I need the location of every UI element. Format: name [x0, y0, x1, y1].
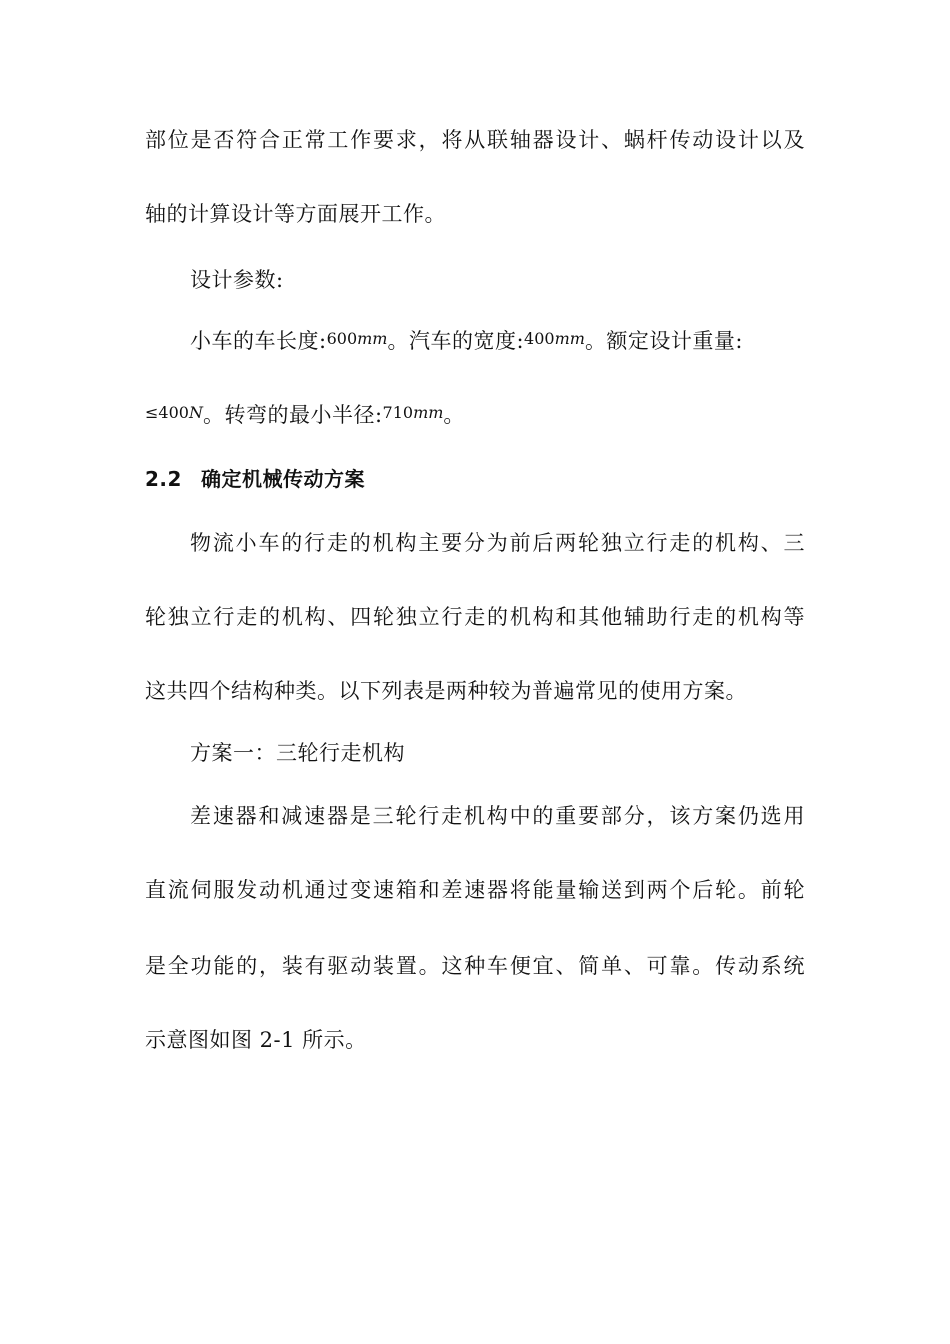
section-number: 2.2	[145, 467, 182, 491]
section-heading	[145, 464, 365, 494]
text: 。	[443, 403, 465, 427]
text: 设计参数:	[190, 268, 284, 292]
body-text-line	[145, 1025, 367, 1055]
body-text-line	[145, 602, 805, 632]
text: 轮独立行走的机构、四轮独立行走的机构和其他辅助行走的机构等	[145, 605, 805, 629]
text: 方案一：三轮行走机构	[190, 741, 405, 765]
text: 小车的车长度:	[190, 329, 327, 353]
text: 。汽车的宽度:	[387, 329, 525, 353]
section-title: 确定机械传动方案	[201, 467, 365, 491]
body-text-line	[190, 265, 284, 295]
text: 轴的计算设计等方面展开工作。	[145, 202, 446, 226]
text: 。额定设计重量:	[584, 329, 744, 353]
body-text-line	[145, 676, 747, 706]
text: 差速器和减速器是三轮行走机构中的重要部分，该方案仍选用	[190, 804, 805, 828]
text: 示意图如图 2-1 所示。	[145, 1028, 367, 1052]
body-text-line	[145, 199, 446, 229]
text: 这共四个结构种类。以下列表是两种较为普遍常见的使用方案。	[145, 679, 747, 703]
params-line	[145, 400, 465, 432]
text: 物流小车的行走的机构主要分为前后两轮独立行走的机构、三	[190, 531, 805, 555]
text: 。转弯的最小半径:	[202, 403, 383, 427]
math-value: ≤400N	[145, 403, 203, 422]
math-value: 710mm	[382, 403, 444, 422]
math-value: 600mm	[326, 329, 388, 348]
body-text-line	[190, 738, 405, 768]
body-text-line	[145, 875, 805, 905]
body-text-line	[145, 125, 805, 155]
text: 是全功能的，装有驱动装置。这种车便宜、简单、可靠。传动系统	[145, 954, 805, 978]
params-line	[190, 326, 743, 358]
body-text-line	[190, 528, 805, 558]
text: 部位是否符合正常工作要求，将从联轴器设计、蜗杆传动设计以及	[145, 128, 805, 152]
body-text-line	[190, 801, 805, 831]
text: 直流伺服发动机通过变速箱和差速器将能量输送到两个后轮。前轮	[145, 878, 805, 902]
body-text-line	[145, 951, 805, 981]
math-value: 400mm	[524, 329, 585, 348]
